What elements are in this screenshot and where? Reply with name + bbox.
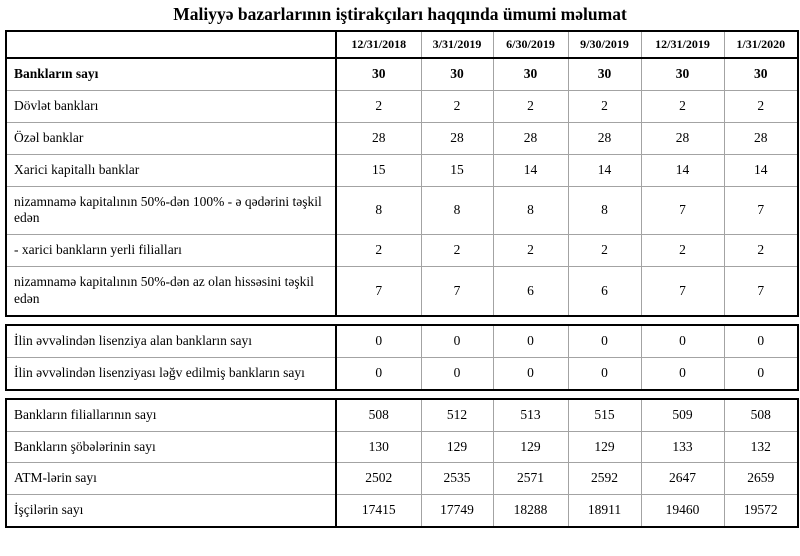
value-cell: 0 [724,357,798,389]
row-label: Bankların sayı [6,58,336,90]
value-cell: 0 [493,357,568,389]
value-cell: 129 [568,431,641,463]
value-cell: 18911 [568,495,641,527]
table-row [6,357,798,389]
value-cell: 17749 [421,495,493,527]
value-cell: 2 [493,235,568,267]
value-cell: 2592 [568,463,641,495]
value-cell: 30 [493,58,568,90]
table-row [6,463,798,495]
value-cell: 129 [421,431,493,463]
row-label: Xarici kapitallı banklar [6,154,336,186]
value-cell: 0 [568,357,641,389]
value-cell: 2 [336,90,421,122]
row-label: Özəl banklar [6,122,336,154]
table-section-licenses [5,324,799,391]
value-cell: 2571 [493,463,568,495]
row-label: Bankların filiallarının sayı [6,399,336,431]
header-row [6,31,798,58]
value-cell: 30 [641,58,724,90]
value-cell: 2 [641,90,724,122]
value-cell: 509 [641,399,724,431]
value-cell: 28 [493,122,568,154]
value-cell: 0 [493,325,568,357]
value-cell: 30 [724,58,798,90]
value-cell: 8 [336,186,421,235]
report-page [0,4,800,556]
row-label: İlin əvvəlindən lisenziyası ləğv edilmiş bankların sayı [6,357,336,389]
column-header-date: 3/31/2019 [421,31,493,58]
value-cell: 7 [724,267,798,316]
value-cell: 28 [421,122,493,154]
value-cell: 0 [641,325,724,357]
value-cell: 28 [568,122,641,154]
value-cell: 14 [641,154,724,186]
value-cell: 19460 [641,495,724,527]
value-cell: 133 [641,431,724,463]
value-cell: 2 [641,235,724,267]
value-cell: 7 [641,267,724,316]
table-row [6,154,798,186]
value-cell: 18288 [493,495,568,527]
row-label: nizamnamə kapitalının 50%-dən 100% - ə qədərini təşkil edən [6,186,336,235]
row-label: İşçilərin sayı [6,495,336,527]
value-cell: 512 [421,399,493,431]
value-cell: 2 [493,90,568,122]
value-cell: 513 [493,399,568,431]
value-cell: 0 [421,325,493,357]
column-header-date: 6/30/2019 [493,31,568,58]
value-cell: 6 [493,267,568,316]
table-row [6,122,798,154]
column-header-date: 1/31/2020 [724,31,798,58]
table-row [6,186,798,235]
table-row [6,495,798,527]
value-cell: 8 [568,186,641,235]
value-cell: 2535 [421,463,493,495]
column-header-date: 12/31/2019 [641,31,724,58]
row-label: nizamnamə kapitalının 50%-dən az olan hissəsini təşkil edən [6,267,336,316]
table-section-banks [5,30,799,317]
value-cell: 2659 [724,463,798,495]
row-label: - xarici bankların yerli filialları [6,235,336,267]
table-row [6,399,798,431]
value-cell: 14 [568,154,641,186]
table-row [6,431,798,463]
value-cell: 8 [421,186,493,235]
page-title: Maliyyə bazarlarının iştirakçıları haqqında ümumi məlumat [173,4,627,24]
value-cell: 132 [724,431,798,463]
value-cell: 17415 [336,495,421,527]
table-section-network [5,398,799,529]
value-cell: 28 [641,122,724,154]
financial-participants-table [0,30,800,528]
value-cell: 0 [421,357,493,389]
value-cell: 508 [336,399,421,431]
row-label: İlin əvvəlindən lisenziya alan bankların sayı [6,325,336,357]
value-cell: 8 [493,186,568,235]
header-empty-cell [6,31,336,58]
value-cell: 2 [568,90,641,122]
value-cell: 28 [724,122,798,154]
value-cell: 2 [724,90,798,122]
column-header-date: 9/30/2019 [568,31,641,58]
value-cell: 2 [568,235,641,267]
value-cell: 15 [421,154,493,186]
value-cell: 2 [421,235,493,267]
value-cell: 2 [724,235,798,267]
value-cell: 2 [421,90,493,122]
value-cell: 14 [724,154,798,186]
value-cell: 30 [421,58,493,90]
value-cell: 0 [641,357,724,389]
value-cell: 2 [336,235,421,267]
row-label: ATM-lərin sayı [6,463,336,495]
value-cell: 30 [336,58,421,90]
value-cell: 508 [724,399,798,431]
value-cell: 7 [724,186,798,235]
value-cell: 515 [568,399,641,431]
value-cell: 0 [568,325,641,357]
value-cell: 130 [336,431,421,463]
value-cell: 0 [336,325,421,357]
value-cell: 2502 [336,463,421,495]
row-label: Bankların şöbələrinin sayı [6,431,336,463]
value-cell: 7 [336,267,421,316]
table-row [6,235,798,267]
table-row [6,267,798,316]
table-row [6,90,798,122]
value-cell: 30 [568,58,641,90]
column-header-date: 12/31/2018 [336,31,421,58]
value-cell: 28 [336,122,421,154]
table-row [6,58,798,90]
table-row [6,325,798,357]
value-cell: 19572 [724,495,798,527]
value-cell: 0 [336,357,421,389]
row-label: Dövlət bankları [6,90,336,122]
value-cell: 2647 [641,463,724,495]
value-cell: 0 [724,325,798,357]
value-cell: 15 [336,154,421,186]
value-cell: 7 [641,186,724,235]
value-cell: 7 [421,267,493,316]
value-cell: 129 [493,431,568,463]
value-cell: 14 [493,154,568,186]
value-cell: 6 [568,267,641,316]
